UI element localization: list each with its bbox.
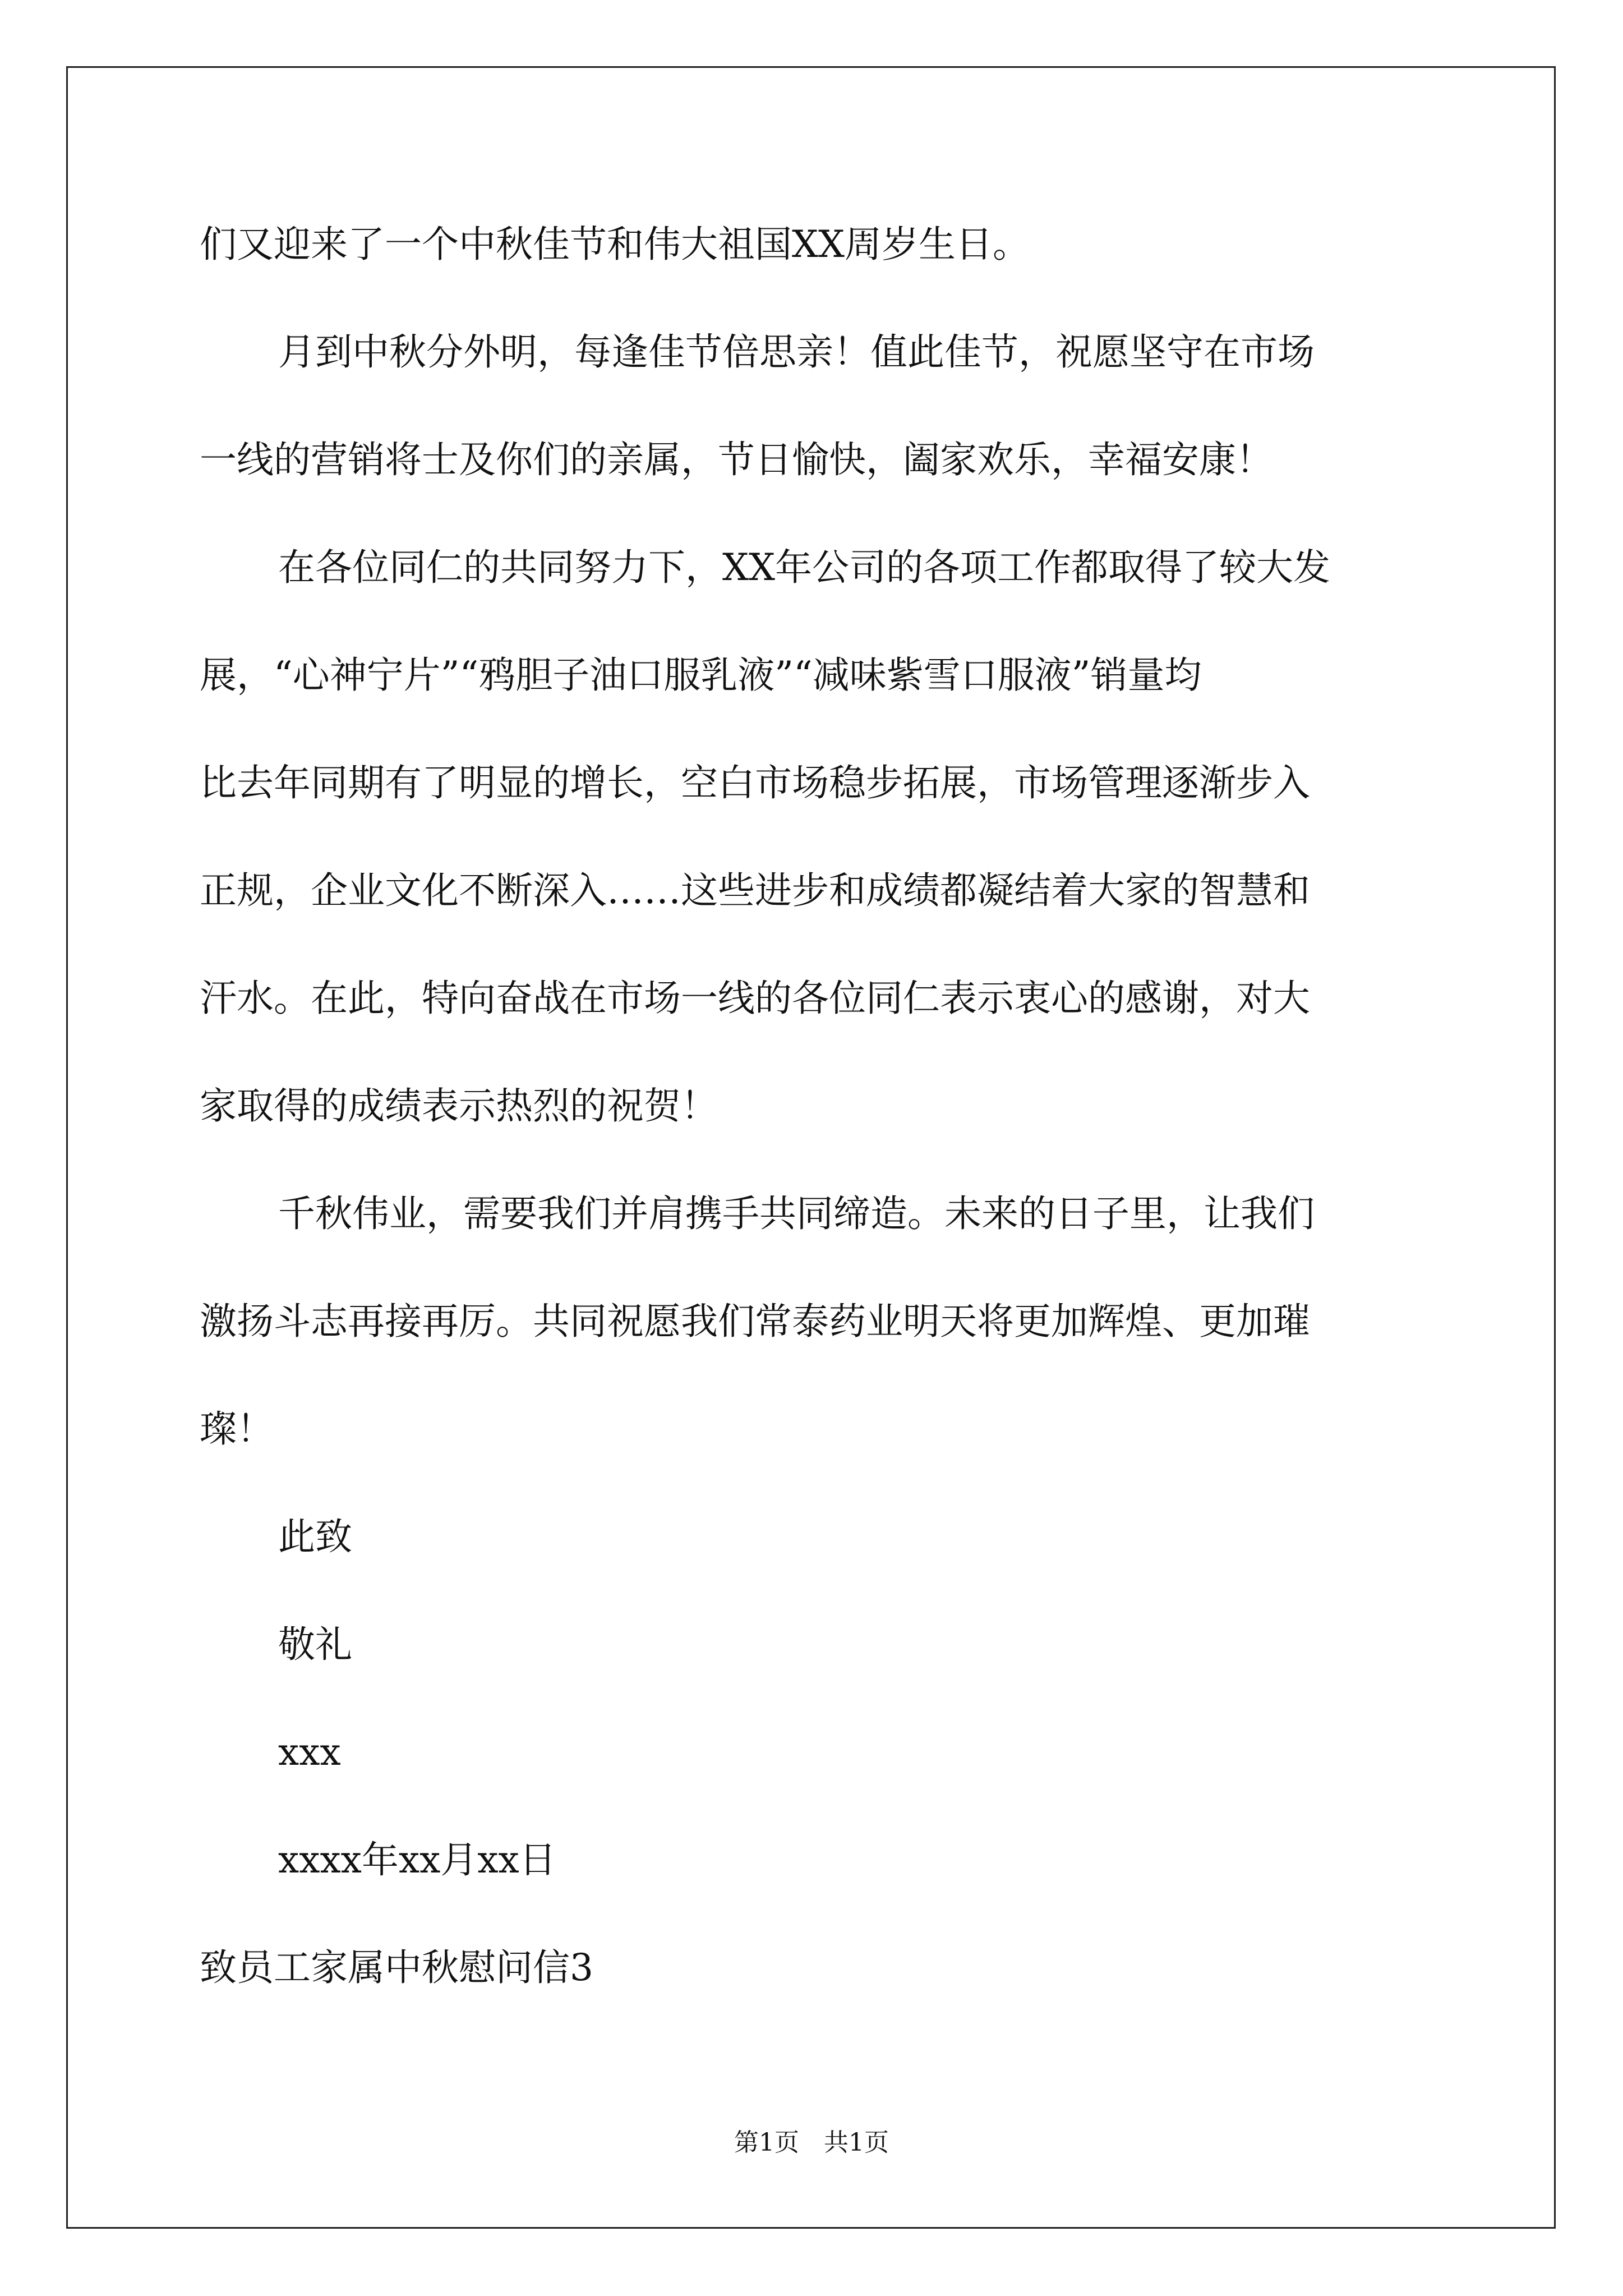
section-title: 致员工家属中秋慰问信3 <box>200 1946 593 1989</box>
body-line: 家取得的成绩表示热烈的祝贺！ <box>200 1084 718 1128</box>
closing-regards: 敬礼 <box>278 1623 352 1666</box>
body-line: 一线的营销将士及你们的亲属，节日愉快，阖家欢乐，幸福安康！ <box>200 438 1273 481</box>
page-number: 第1页 <box>734 2128 799 2157</box>
signature-name: xxx <box>278 1731 341 1774</box>
body-line: 璨！ <box>200 1407 274 1451</box>
signature-date: xxxx年xx月xx日 <box>278 1838 556 1881</box>
body-line: 们又迎来了一个中秋佳节和伟大祖国XX周岁生日。 <box>200 223 1030 266</box>
closing-salutation: 此致 <box>278 1515 352 1558</box>
paragraph-first-line: 月到中秋分外明，每逢佳节倍思亲！值此佳节，祝愿坚守在市场 <box>278 330 1315 374</box>
body-line: 正规，企业文化不断深入……这些进步和成绩都凝结着大家的智慧和 <box>200 869 1310 912</box>
paragraph-first-line: 在各位同仁的共同努力下，XX年公司的各项工作都取得了较大发 <box>278 546 1330 589</box>
body-line: 比去年同期有了明显的增长，空白市场稳步拓展，市场管理逐渐步入 <box>200 761 1310 804</box>
body-line: 汗水。在此，特向奋战在市场一线的各位同仁表示衷心的感谢，对大 <box>200 977 1310 1020</box>
body-line: 展，“心神宁片”“鸦胆子油口服乳液”“减味紫雪口服液”销量均 <box>200 654 1202 697</box>
page-footer <box>0 2126 1623 2160</box>
page-total: 共1页 <box>824 2128 889 2157</box>
paragraph-first-line: 千秋伟业，需要我们并肩携手共同缔造。未来的日子里，让我们 <box>278 1192 1315 1235</box>
document-body <box>200 191 1422 2022</box>
body-line: 激扬斗志再接再厉。共同祝愿我们常泰药业明天将更加辉煌、更加璀 <box>200 1300 1310 1343</box>
